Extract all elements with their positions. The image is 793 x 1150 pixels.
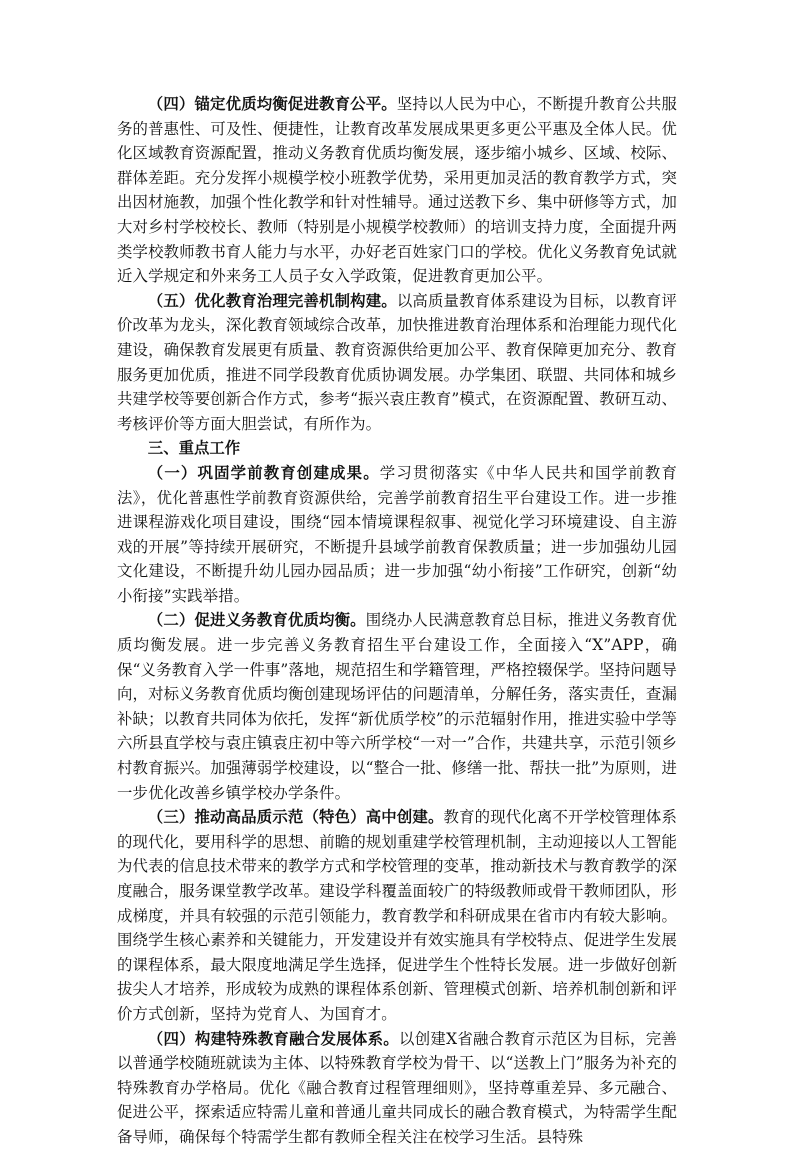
paragraph-body: 以创建X省融合教育示范区为目标，完善以普通学校随班就读为主体、以特殊教育学校为骨干、以“送教上门”服务为补充的特殊教育办学格局。优化《融合教育过程管理细则》，坚持尊重差异、多元融合、促进公平，探索适应特需儿童和普通儿童共同成长的融合教育模式，为特需学生配备导师，确保每个特需学生都有教师全程关注在校学习生活。县特殊 (117, 1029, 677, 1146)
paragraph-two-compulsory (117, 608, 677, 805)
paragraph-body: 学习贯彻落实《中华人民共和国学前教育法》，优化普惠性学前教育资源供给，完善学前教育招生平台建设工作。进一步推进课程游戏化项目建设，围绕“园本情境课程叙事、视觉化学习环境建设、自主游戏的开展”等持续开展研究，不断提升县域学前教育保教质量；进一步加强幼儿园文化建设，不断提升幼儿园办园品质；进一步加强“幼小衔接”工作研究，创新“幼小衔接”实践举措。 (117, 463, 678, 605)
paragraph-body: 以高质量教育体系建设为目标，以教育评价改革为龙头，深化教育领域综合改革，加快推进教育治理体系和治理能力现代化建设，确保教育发展更有质量、教育资源供给更加公平、教育保障更加充分、教育服务更加优质，推进不同学段教育优质协调发展。办学集团、联盟、共同体和城乡共建学校等要创新合作方式，参考“振兴袁庄教育”模式，在资源配置、教研互动、考核评价等方面大胆尝试，有所作为。 (117, 291, 677, 433)
paragraph-one-preschool (117, 461, 677, 609)
paragraph-lead: （一）巩固学前教育创建成果。 (147, 463, 380, 482)
paragraph-three-high-school (117, 805, 677, 1026)
paragraph-body: 围绕办人民满意教育总目标，推进义务教育优质均衡发展。进一步完善义务教育招生平台建设工作，全面接入“X”APP，确保“义务教育入学一件事”落地，规范招生和学籍管理，严格控辍保学。坚持问题导向，对标义务教育优质均衡创建现场评估的问题清单，分解任务，落实责任，查漏补缺；以教育共同体为依托，发挥“新优质学校”的示范辐射作用，推进实验中学等六所县直学校与袁庄镇袁庄初中等六所学校“一对一”合作，共建共享，示范引领乡村教育振兴。加强薄弱学校建设，以“整合一批、修缮一批、帮扶一批”为原则，进一步优化改善乡镇学校办学条件。 (117, 611, 677, 802)
document-page (117, 92, 677, 1150)
paragraph-lead: （三）推动高品质示范（特色）高中创建。 (147, 808, 444, 827)
paragraph-lead: （四）锚定优质均衡促进教育公平。 (147, 95, 397, 113)
paragraph-body: 教育的现代化离不开学校管理体系的现代化，要用科学的思想、前瞻的规划重建学校管理机制，主动迎接以人工智能为代表的信息技术带来的教学方式和学校管理的变革，推动新技术与教育教学的深度融合，服务课堂教学改革。建设学科覆盖面较广的特级教师或骨干教师团队，形成梯度，并具有较强的示范引领能力，教育教学和科研成果在省市内有较大影响。围绕学生核心素养和关键能力，开发建设并有效实施具有学校特点、促进学生发展的课程体系，最大限度地满足学生选择，促进学生个性特长发展。进一步做好创新拔尖人才培养，形成较为成熟的课程体系创新、管理模式创新、培养机制创新和评价方式创新，坚持为党育人、为国育才。 (117, 808, 677, 1023)
paragraph-five-governance (117, 289, 677, 437)
paragraph-four-equity (117, 92, 677, 289)
paragraph-lead: （四）构建特殊教育融合发展体系。 (147, 1029, 399, 1048)
paragraph-lead: （二）促进义务教育优质均衡。 (147, 611, 366, 630)
section-heading-key-work: 三、重点工作 (147, 439, 241, 458)
paragraph-body: 坚持以人民为中心，不断提升教育公共服务的普惠性、可及性、便捷性，让教育改革发展成果更多更公平惠及全体人民。优化区域教育资源配置，推动义务教育优质均衡发展，逐步缩小城乡、区域、校际、群体差距。充分发挥小规模学校小班教学优势，采用更加灵活的教育教学方式，突出因材施教，加强个性化教学和针对性辅导。通过送教下乡、集中研修等方式，加大对乡村学校校长、教师（特别是小规模学校教师）的培训支持力度，全面提升两类学校教师教书育人能力与水平，办好老百姓家门口的学校。优化义务教育免试就近入学规定和外来务工人员子女入学政策，促进教育更加公平。 (117, 95, 677, 286)
paragraph-four-special-education (117, 1027, 677, 1150)
paragraph-lead: （五）优化教育治理完善机制构建。 (147, 291, 397, 310)
